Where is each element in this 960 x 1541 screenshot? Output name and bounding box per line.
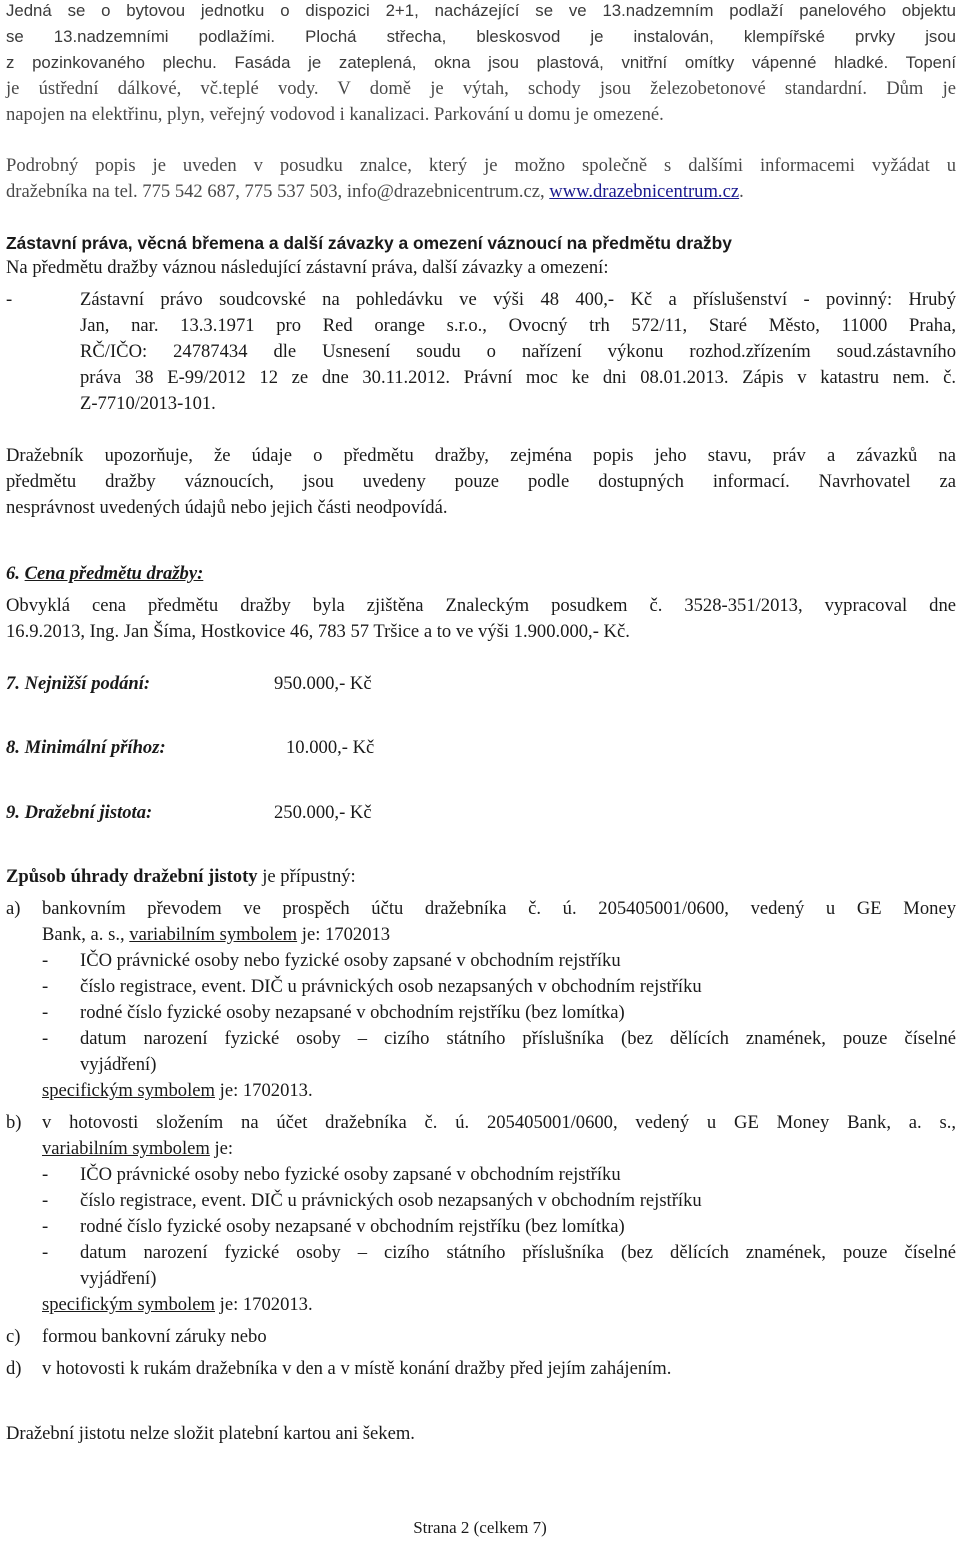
a-item-4: datum narození fyzické osoby – cizího státního příslušníka (bez dělících znamének, pouze číselné [80, 1028, 956, 1049]
upozorneni-line-1: Dražebník upozorňuje, že údaje o předmětu dražby, zejména popis jeho stavu, práv a závazků na [6, 445, 956, 466]
a-dash-3: - [42, 1002, 49, 1023]
option-b-marker: b) [6, 1112, 22, 1133]
option-a-line-2-post: je: 1702013 [297, 924, 391, 945]
intro-line-3: z pozinkovaného plechu. Fasáda je zateplená, okna jsou plastová, vnitřní omítky vápenné hladké. Topení [6, 53, 956, 72]
option-c-marker: c) [6, 1326, 21, 1347]
a-dash-2: - [42, 976, 49, 997]
cena-heading-text: Cena předmětu dražby: [24, 563, 204, 584]
prihoz-label: 8. Minimální příhoz: [6, 737, 166, 758]
a-item-2: číslo registrace, event. DIČ u právnických osob nezapsaných v obchodním rejstříku [80, 976, 702, 997]
option-a-line-1: bankovním převodem ve prospěch účtu dražebníka č. ú. 205405001/0600, vedený u GE Money [42, 898, 956, 919]
a-item-3: rodné číslo fyzické osoby nezapsané v obchodním rejstříku (bez lomítka) [80, 1002, 625, 1023]
option-c-text: formou bankovní záruky nebo [42, 1326, 267, 1347]
page-footer: Strana 2 (celkem 7) [413, 1518, 547, 1537]
b-item-2: číslo registrace, event. DIČ u právnických osob nezapsaných v obchodním rejstříku [80, 1190, 702, 1211]
posudek-line-2 [6, 181, 744, 203]
b-item-3: rodné číslo fyzické osoby nezapsané v obchodním rejstříku (bez lomítka) [80, 1216, 625, 1237]
uhrada-heading-rest: je přípustný: [257, 866, 356, 887]
b-item-4-line-2: vyjádření) [80, 1268, 157, 1289]
b-specificky [42, 1294, 313, 1316]
website-link[interactable]: www.drazebnicentrum.cz [549, 181, 740, 202]
nejnizsi-label: 7. Nejnižší podání: [6, 673, 151, 694]
a-dash-4: - [42, 1028, 49, 1049]
intro-line-4: je ústřední dálkové, vč.teplé vody. V domě je výtah, schody jsou železobetonové standardní. Dům je [6, 78, 956, 99]
zastavni-item-line-2: Jan, nar. 13.3.1971 pro Red orange s.r.o., Ovocný trh 572/11, Staré Město, 11000 Praha, [80, 315, 956, 336]
option-a-line-2 [42, 924, 390, 946]
cena-number: 6. [6, 563, 25, 584]
jistota-value: 250.000,- Kč [274, 802, 372, 823]
zastavni-item-line-5: Z-7710/2013-101. [80, 393, 216, 414]
posudek-line-1: Podrobný popis je uveden v posudku znalce, který je možno společně s dalšími informacemi vyžádat u [6, 155, 956, 176]
b-dash-1: - [42, 1164, 49, 1185]
jistota-note: Dražební jistotu nelze složit platební kartou ani šekem. [6, 1423, 415, 1444]
uhrada-heading-bold: Způsob úhrady dražební jistoty [6, 866, 258, 887]
option-a-line-2-pre: Bank, a. s., [42, 924, 130, 945]
b-dash-2: - [42, 1190, 49, 1211]
zastavni-item-line-4: práva 38 E-99/2012 12 ze dne 30.11.2012. Právní moc ke dni 08.01.2013. Zápis v katastru nem. č. [80, 367, 956, 388]
b-dash-4: - [42, 1242, 49, 1263]
b-item-4: datum narození fyzické osoby – cizího státního příslušníka (bez dělících znamének, pouze číselné [80, 1242, 956, 1263]
zastavni-item-dash: - [6, 289, 13, 310]
option-b-line-2-post: je: [209, 1138, 234, 1159]
upozorneni-line-3: nesprávnost uvedených údajů nebo jejich části neodpovídá. [6, 497, 448, 518]
prihoz-value: 10.000,- Kč [286, 737, 375, 758]
zastavni-item-line-1: Zástavní právo soudcovské na pohledávku ve výši 48 400,- Kč a příslušenství - povinný: Hrubý [80, 289, 956, 310]
cena-heading [6, 563, 203, 585]
option-b-line-1: v hotovosti složením na účet dražebníka č. ú. 205405001/0600, vedený u GE Money Bank, a. s., [42, 1112, 956, 1133]
intro-line-5: napojen na elektřinu, plyn, veřejný vodovod i kanalizaci. Parkování u domu je omezené. [6, 104, 664, 125]
cena-line-2: 16.9.2013, Ing. Jan Šíma, Hostkovice 46, 783 57 Tršice a to ve výši 1.900.000,- Kč. [6, 621, 630, 642]
a-specificky-label: specifickým symbolem [42, 1080, 215, 1101]
option-a-variabilni: variabilním symbolem [129, 924, 298, 945]
a-specificky-rest: je: 1702013. [215, 1080, 313, 1101]
b-specificky-label: specifickým symbolem [42, 1294, 215, 1315]
posudek-line-2-end: . [739, 181, 744, 202]
b-dash-3: - [42, 1216, 49, 1237]
intro-line-2: se 13.nadzemními podlažími. Plochá střecha, bleskosvod je instalován, klempířské prvky jsou [6, 27, 956, 46]
zastavni-heading: Zástavní práva, věcná břemena a další závazky a omezení váznoucí na předmětu dražby [6, 233, 732, 253]
a-item-4-line-2: vyjádření) [80, 1054, 157, 1075]
upozorneni-line-2: předmětu dražby váznoucích, jsou uvedeny pouze podle dostupných informací. Navrhovatel za [6, 471, 956, 492]
option-a-marker: a) [6, 898, 21, 919]
option-d-marker: d) [6, 1358, 22, 1379]
nejnizsi-value: 950.000,- Kč [274, 673, 372, 694]
jistota-label: 9. Dražební jistota: [6, 802, 153, 823]
a-item-1: IČO právnické osoby nebo fyzické osoby zapsané v obchodním rejstříku [80, 950, 621, 971]
cena-line-1: Obvyklá cena předmětu dražby byla zjištěna Znaleckým posudkem č. 3528-351/2013, vypracoval dne [6, 595, 956, 616]
intro-line-1: Jedná se o bytovou jednotku o dispozici 2+1, nacházející se ve 13.nadzemním podlaží panelového objektu [6, 1, 956, 20]
b-item-1: IČO právnické osoby nebo fyzické osoby zapsané v obchodním rejstříku [80, 1164, 621, 1185]
zastavni-intro: Na předmětu dražby váznou následující zástavní práva, další závazky a omezení: [6, 257, 609, 278]
zastavni-item-line-3: RČ/IČO: 24787434 dle Usnesení soudu o nařízení výkonu rozhod.zřízením soud.zástavního [80, 341, 956, 362]
posudek-line-2-text: dražebníka na tel. 775 542 687, 775 537 503, info@drazebnicentrum.cz, [6, 181, 550, 202]
option-b-variabilni: variabilním symbolem [42, 1138, 210, 1159]
uhrada-heading [6, 866, 356, 888]
a-specificky [42, 1080, 313, 1102]
b-specificky-rest: je: 1702013. [215, 1294, 313, 1315]
option-d-text: v hotovosti k rukám dražebníka v den a v místě konání dražby před jejím zahájením. [42, 1358, 672, 1379]
a-dash-1: - [42, 950, 49, 971]
option-b-line-2 [42, 1138, 233, 1160]
